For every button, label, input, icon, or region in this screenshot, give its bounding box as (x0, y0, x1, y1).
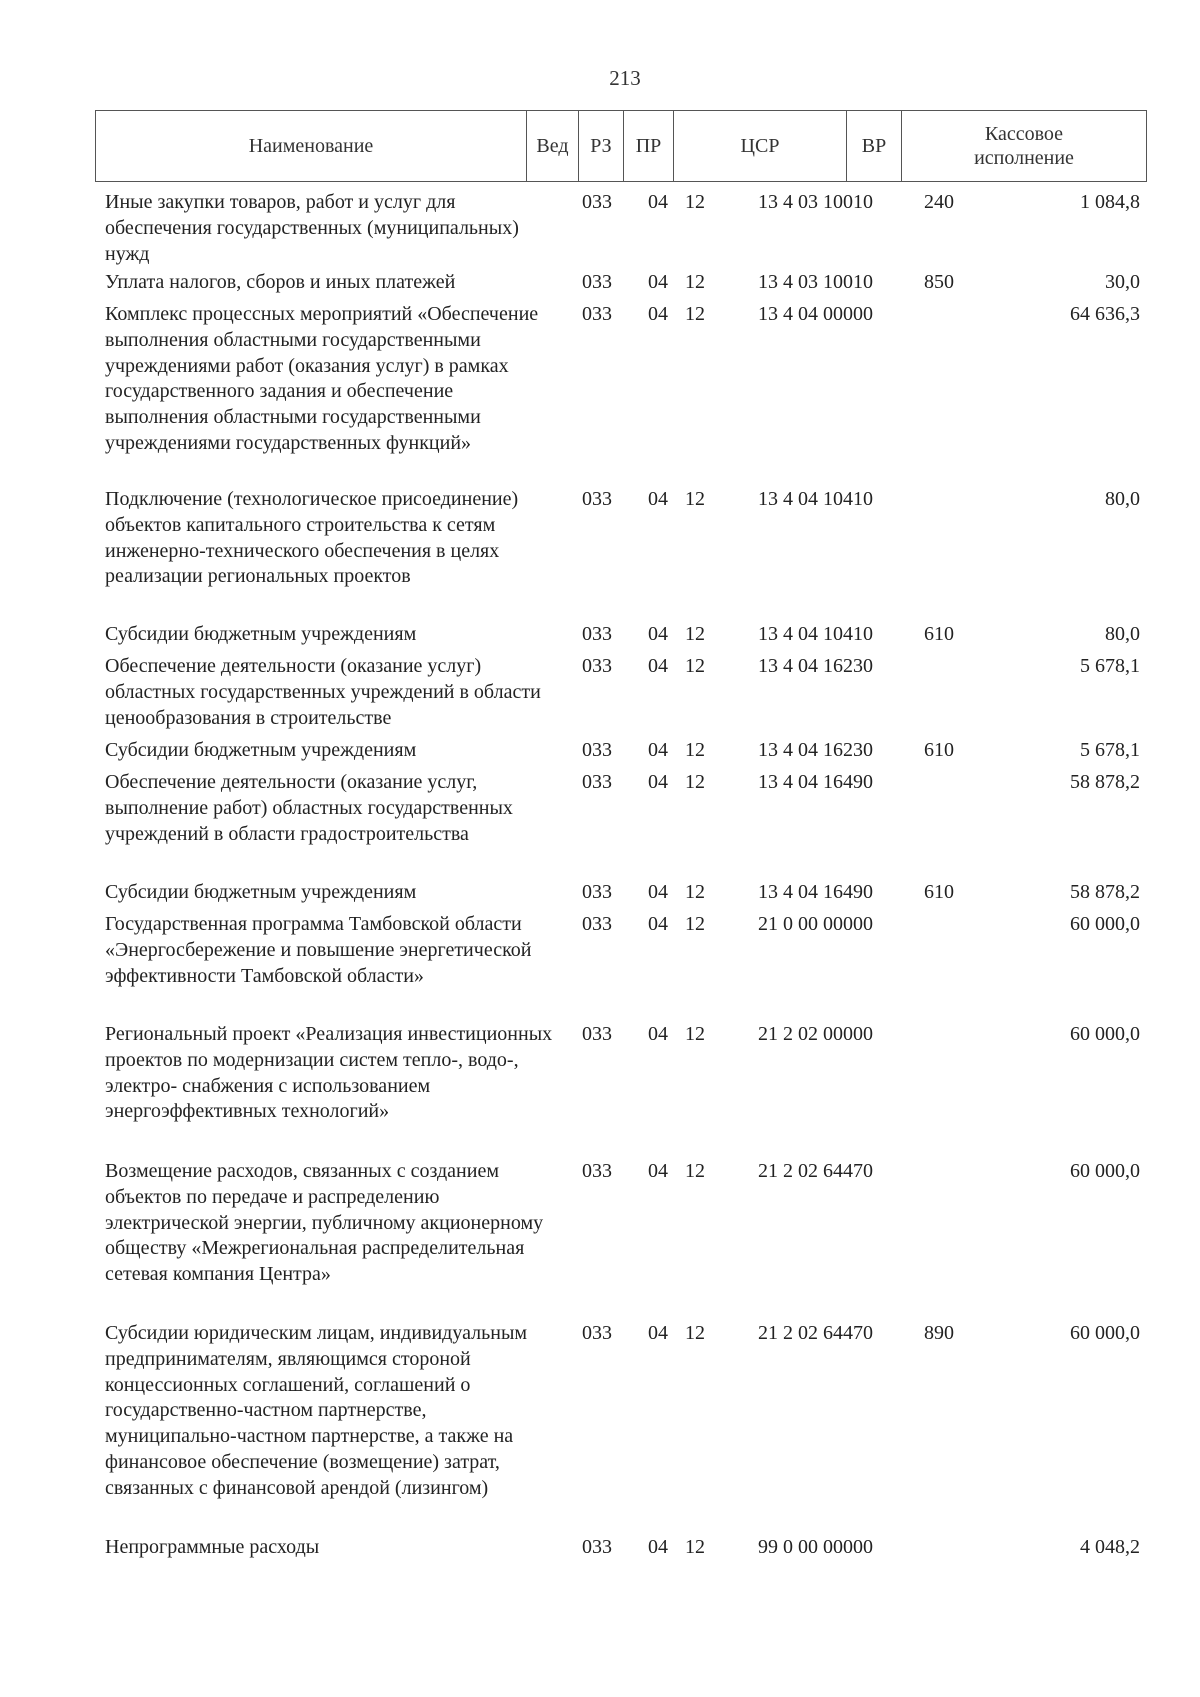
row-rz: 04 (648, 1160, 668, 1182)
row-pr: 12 (685, 191, 705, 213)
row-pr: 12 (685, 1536, 705, 1558)
table-row (0, 190, 1200, 270)
row-ved: 033 (582, 303, 612, 325)
row-rz: 04 (648, 913, 668, 935)
table-header (95, 110, 1147, 182)
table-row (0, 880, 1200, 912)
row-csr: 13 4 04 00000 (758, 303, 873, 325)
table-row (0, 770, 1200, 880)
row-ved: 033 (582, 655, 612, 677)
row-pr: 12 (685, 303, 705, 325)
row-csr: 13 4 04 10410 (758, 488, 873, 510)
row-name: Обеспечение деятельности (оказание услуг) областных государственных учреждений в области ценообразования в строительстве (105, 655, 541, 729)
row-ved: 033 (582, 739, 612, 761)
row-amount: 60 000,0 (1070, 913, 1140, 935)
row-rz: 04 (648, 191, 668, 213)
row-name: Иные закупки товаров, работ и услуг для обеспечения государственных (муниципальных) нужд (105, 191, 519, 265)
row-ved: 033 (582, 913, 612, 935)
row-ved: 033 (582, 1322, 612, 1344)
row-vr: 850 (924, 271, 954, 293)
row-csr: 13 4 04 16490 (758, 881, 873, 903)
row-csr: 99 0 00 00000 (758, 1536, 873, 1558)
row-csr: 13 4 04 16230 (758, 739, 873, 761)
header-amount: Кассовое исполнение (901, 111, 1146, 181)
table-row (0, 302, 1200, 487)
table-row (0, 1535, 1200, 1567)
row-rz: 04 (648, 1536, 668, 1558)
row-pr: 12 (685, 1160, 705, 1182)
row-ved: 033 (582, 771, 612, 793)
row-vr: 610 (924, 623, 954, 645)
row-amount: 60 000,0 (1070, 1322, 1140, 1344)
row-ved: 033 (582, 623, 612, 645)
row-rz: 04 (648, 739, 668, 761)
row-pr: 12 (685, 655, 705, 677)
row-rz: 04 (648, 655, 668, 677)
table-row (0, 1022, 1200, 1159)
table-row (0, 654, 1200, 738)
row-csr: 13 4 03 10010 (758, 271, 873, 293)
header-rz: РЗ (578, 111, 623, 181)
row-pr: 12 (685, 1023, 705, 1045)
row-amount: 58 878,2 (1070, 881, 1140, 903)
row-amount: 80,0 (1105, 623, 1140, 645)
row-ved: 033 (582, 488, 612, 510)
row-amount: 64 636,3 (1070, 303, 1140, 325)
row-amount: 60 000,0 (1070, 1023, 1140, 1045)
row-amount: 30,0 (1105, 271, 1140, 293)
row-rz: 04 (648, 1023, 668, 1045)
row-name: Подключение (технологическое присоединение) объектов капитального строительства к сетям инженерно-технического обеспечения в целях реализации региональных проектов (105, 488, 519, 588)
row-amount: 60 000,0 (1070, 1160, 1140, 1182)
table-row (0, 738, 1200, 770)
row-vr: 610 (924, 881, 954, 903)
row-pr: 12 (685, 1322, 705, 1344)
row-amount: 5 678,1 (1080, 739, 1140, 761)
table-row (0, 1159, 1200, 1321)
row-pr: 12 (685, 271, 705, 293)
table-row (0, 270, 1200, 302)
row-name: Уплата налогов, сборов и иных платежей (105, 271, 456, 293)
row-ved: 033 (582, 191, 612, 213)
row-amount: 58 878,2 (1070, 771, 1140, 793)
row-amount: 5 678,1 (1080, 655, 1140, 677)
header-pr: ПР (623, 111, 673, 181)
table-row (0, 1321, 1200, 1535)
row-ved: 033 (582, 1536, 612, 1558)
row-name: Субсидии бюджетным учреждениям (105, 623, 417, 645)
row-pr: 12 (685, 881, 705, 903)
header-ved: Вед (526, 111, 578, 181)
row-pr: 12 (685, 739, 705, 761)
row-ved: 033 (582, 881, 612, 903)
row-name: Субсидии юридическим лицам, индивидуальным предпринимателям, являющимся стороной концессионных соглашений, соглашений о государственно-частном партнерстве, муниципально-частном партнерстве, а также на финансовое обеспечение (возмещение) затрат, связанных с финансовой арендой (лизингом) (105, 1322, 528, 1499)
row-rz: 04 (648, 271, 668, 293)
row-rz: 04 (648, 771, 668, 793)
row-name: Возмещение расходов, связанных с созданием объектов по передаче и распределению электрической энергии, публичному акционерному обществу «Межрегиональная распределительная сетевая компания Центра» (105, 1160, 544, 1286)
row-csr: 13 4 04 10410 (758, 623, 873, 645)
row-vr: 610 (924, 739, 954, 761)
row-rz: 04 (648, 488, 668, 510)
row-name: Обеспечение деятельности (оказание услуг, выполнение работ) областных государственных учреждений в области градостроительства (105, 771, 513, 845)
table-row (0, 912, 1200, 1022)
row-amount: 1 084,8 (1080, 191, 1140, 213)
row-rz: 04 (648, 881, 668, 903)
row-pr: 12 (685, 623, 705, 645)
row-vr: 240 (924, 191, 954, 213)
table-row (0, 622, 1200, 654)
row-name: Комплекс процессных мероприятий «Обеспечение выполнения областными государственными учреждениями работ (оказания услуг) в рамках государственного задания и обеспечение выполнения областными государственными учреждениями государственных функций» (105, 303, 539, 454)
row-csr: 21 0 00 00000 (758, 913, 873, 935)
row-vr: 890 (924, 1322, 954, 1344)
page-number: 213 (609, 66, 641, 90)
row-ved: 033 (582, 271, 612, 293)
header-name: Наименование (248, 135, 374, 157)
table-body (0, 190, 1200, 1567)
row-pr: 12 (685, 913, 705, 935)
row-csr: 13 4 03 10010 (758, 191, 873, 213)
table-row (0, 487, 1200, 622)
header-csr: ЦСР (673, 111, 846, 181)
row-amount: 4 048,2 (1080, 1536, 1140, 1558)
row-rz: 04 (648, 303, 668, 325)
row-csr: 21 2 02 64470 (758, 1160, 873, 1182)
row-name: Региональный проект «Реализация инвестиционных проектов по модернизации систем тепло-, водо-, электро- снабжения с использованием энергоэффективных технологий» (105, 1023, 553, 1123)
row-name: Субсидии бюджетным учреждениям (105, 881, 417, 903)
row-csr: 21 2 02 64470 (758, 1322, 873, 1344)
row-rz: 04 (648, 1322, 668, 1344)
row-pr: 12 (685, 488, 705, 510)
row-rz: 04 (648, 623, 668, 645)
row-ved: 033 (582, 1160, 612, 1182)
row-pr: 12 (685, 771, 705, 793)
row-name: Государственная программа Тамбовской области «Энергосбережение и повышение энергетической эффективности Тамбовской области» (105, 913, 532, 987)
row-ved: 033 (582, 1023, 612, 1045)
row-csr: 13 4 04 16490 (758, 771, 873, 793)
row-amount: 80,0 (1105, 488, 1140, 510)
header-vr: ВР (846, 111, 901, 181)
row-name: Непрограммные расходы (105, 1536, 320, 1558)
row-csr: 13 4 04 16230 (758, 655, 873, 677)
row-name: Субсидии бюджетным учреждениям (105, 739, 417, 761)
row-csr: 21 2 02 00000 (758, 1023, 873, 1045)
